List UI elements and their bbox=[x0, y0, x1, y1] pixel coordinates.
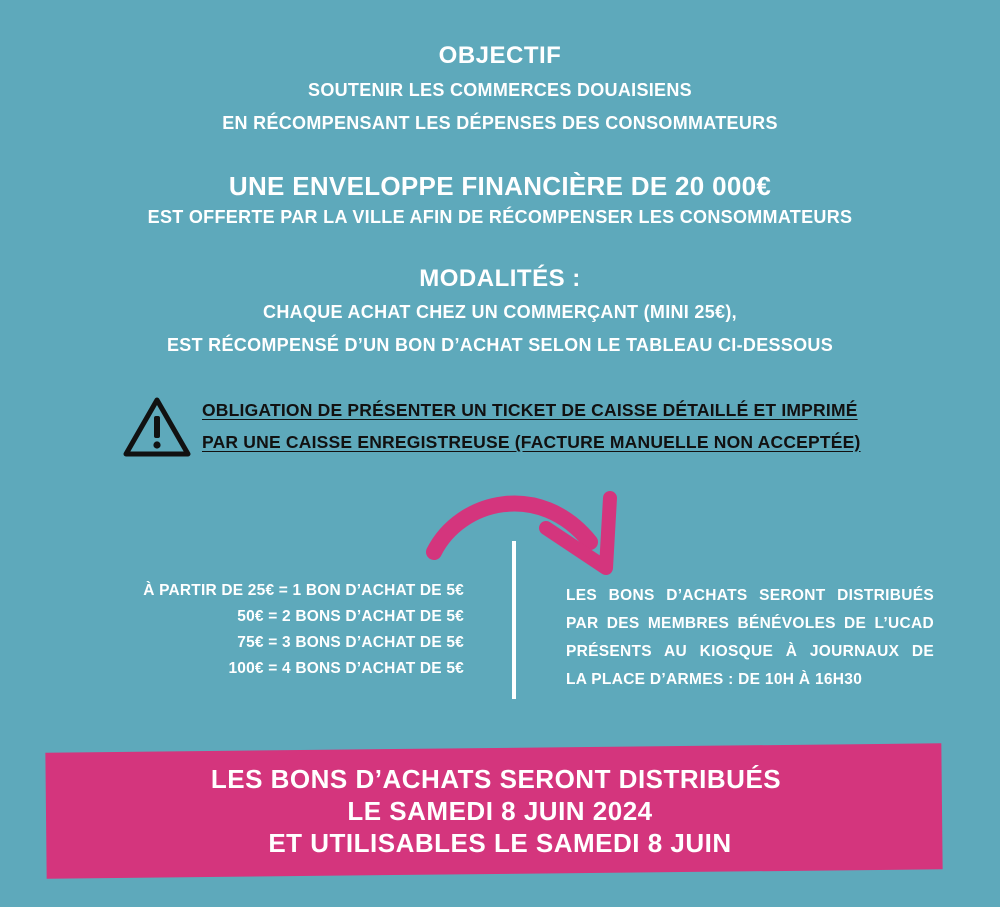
warning-line-2: PAR UNE CAISSE ENREGISTREUSE (FACTURE MANUELLE NON ACCEPTÉE) bbox=[202, 432, 861, 452]
objectif-line-1: SOUTENIR LES COMMERCES DOUAISIENS bbox=[308, 80, 692, 100]
objectif-title: OBJECTIF bbox=[438, 42, 562, 69]
rate-item: 75€ = 3 BONS D’ACHAT DE 5€ bbox=[237, 634, 464, 651]
warning-triangle-icon bbox=[122, 396, 192, 458]
banner-line-2: LE SAMEDI 8 JUIN 2024 bbox=[347, 796, 653, 826]
banner-line-3: ET UTILISABLES LE SAMEDI 8 JUIN bbox=[268, 828, 732, 858]
rate-item: 50€ = 2 BONS D’ACHAT DE 5€ bbox=[237, 608, 464, 625]
column-divider bbox=[512, 541, 516, 699]
distribution-line: LES BONS D’ACHATS SERONT DISTRIBUÉS bbox=[566, 587, 934, 604]
rates-list bbox=[143, 578, 464, 682]
modalites-line-2: EST RÉCOMPENSÉ D’UN BON D’ACHAT SELON LE TABLEAU CI-DESSOUS bbox=[166, 335, 834, 355]
distribution-info bbox=[566, 582, 934, 694]
rate-item: 100€ = 4 BONS D’ACHAT DE 5€ bbox=[228, 660, 464, 677]
modalites-line-1: CHAQUE ACHAT CHEZ UN COMMERÇANT (MINI 25€), bbox=[263, 302, 737, 322]
distribution-line: PAR DES MEMBRES BÉNÉVOLES DE L’UCAD bbox=[566, 615, 934, 632]
modalites-title: MODALITÉS : bbox=[419, 265, 581, 292]
distribution-line: LA PLACE D’ARMES : DE 10H À 16H30 bbox=[566, 671, 863, 688]
objectif-line-2: EN RÉCOMPENSANT LES DÉPENSES DES CONSOMMATEURS bbox=[222, 113, 778, 133]
distribution-line: PRÉSENTS AU KIOSQUE À JOURNAUX DE bbox=[566, 643, 934, 660]
warning-line-1: OBLIGATION DE PRÉSENTER UN TICKET DE CAISSE DÉTAILLÉ ET IMPRIMÉ bbox=[202, 400, 858, 420]
enveloppe-title: UNE ENVELOPPE FINANCIÈRE DE 20 000€ bbox=[228, 171, 772, 201]
warning-notice bbox=[122, 396, 952, 462]
banner-text bbox=[0, 763, 1000, 859]
curved-arrow-icon bbox=[420, 480, 630, 580]
banner-line-1: LES BONS D’ACHATS SERONT DISTRIBUÉS bbox=[210, 764, 782, 794]
rate-item: À PARTIR DE 25€ = 1 BON D’ACHAT DE 5€ bbox=[143, 582, 464, 599]
enveloppe-line-1: EST OFFERTE PAR LA VILLE AFIN DE RÉCOMPENSER LES CONSOMMATEURS bbox=[147, 207, 853, 227]
